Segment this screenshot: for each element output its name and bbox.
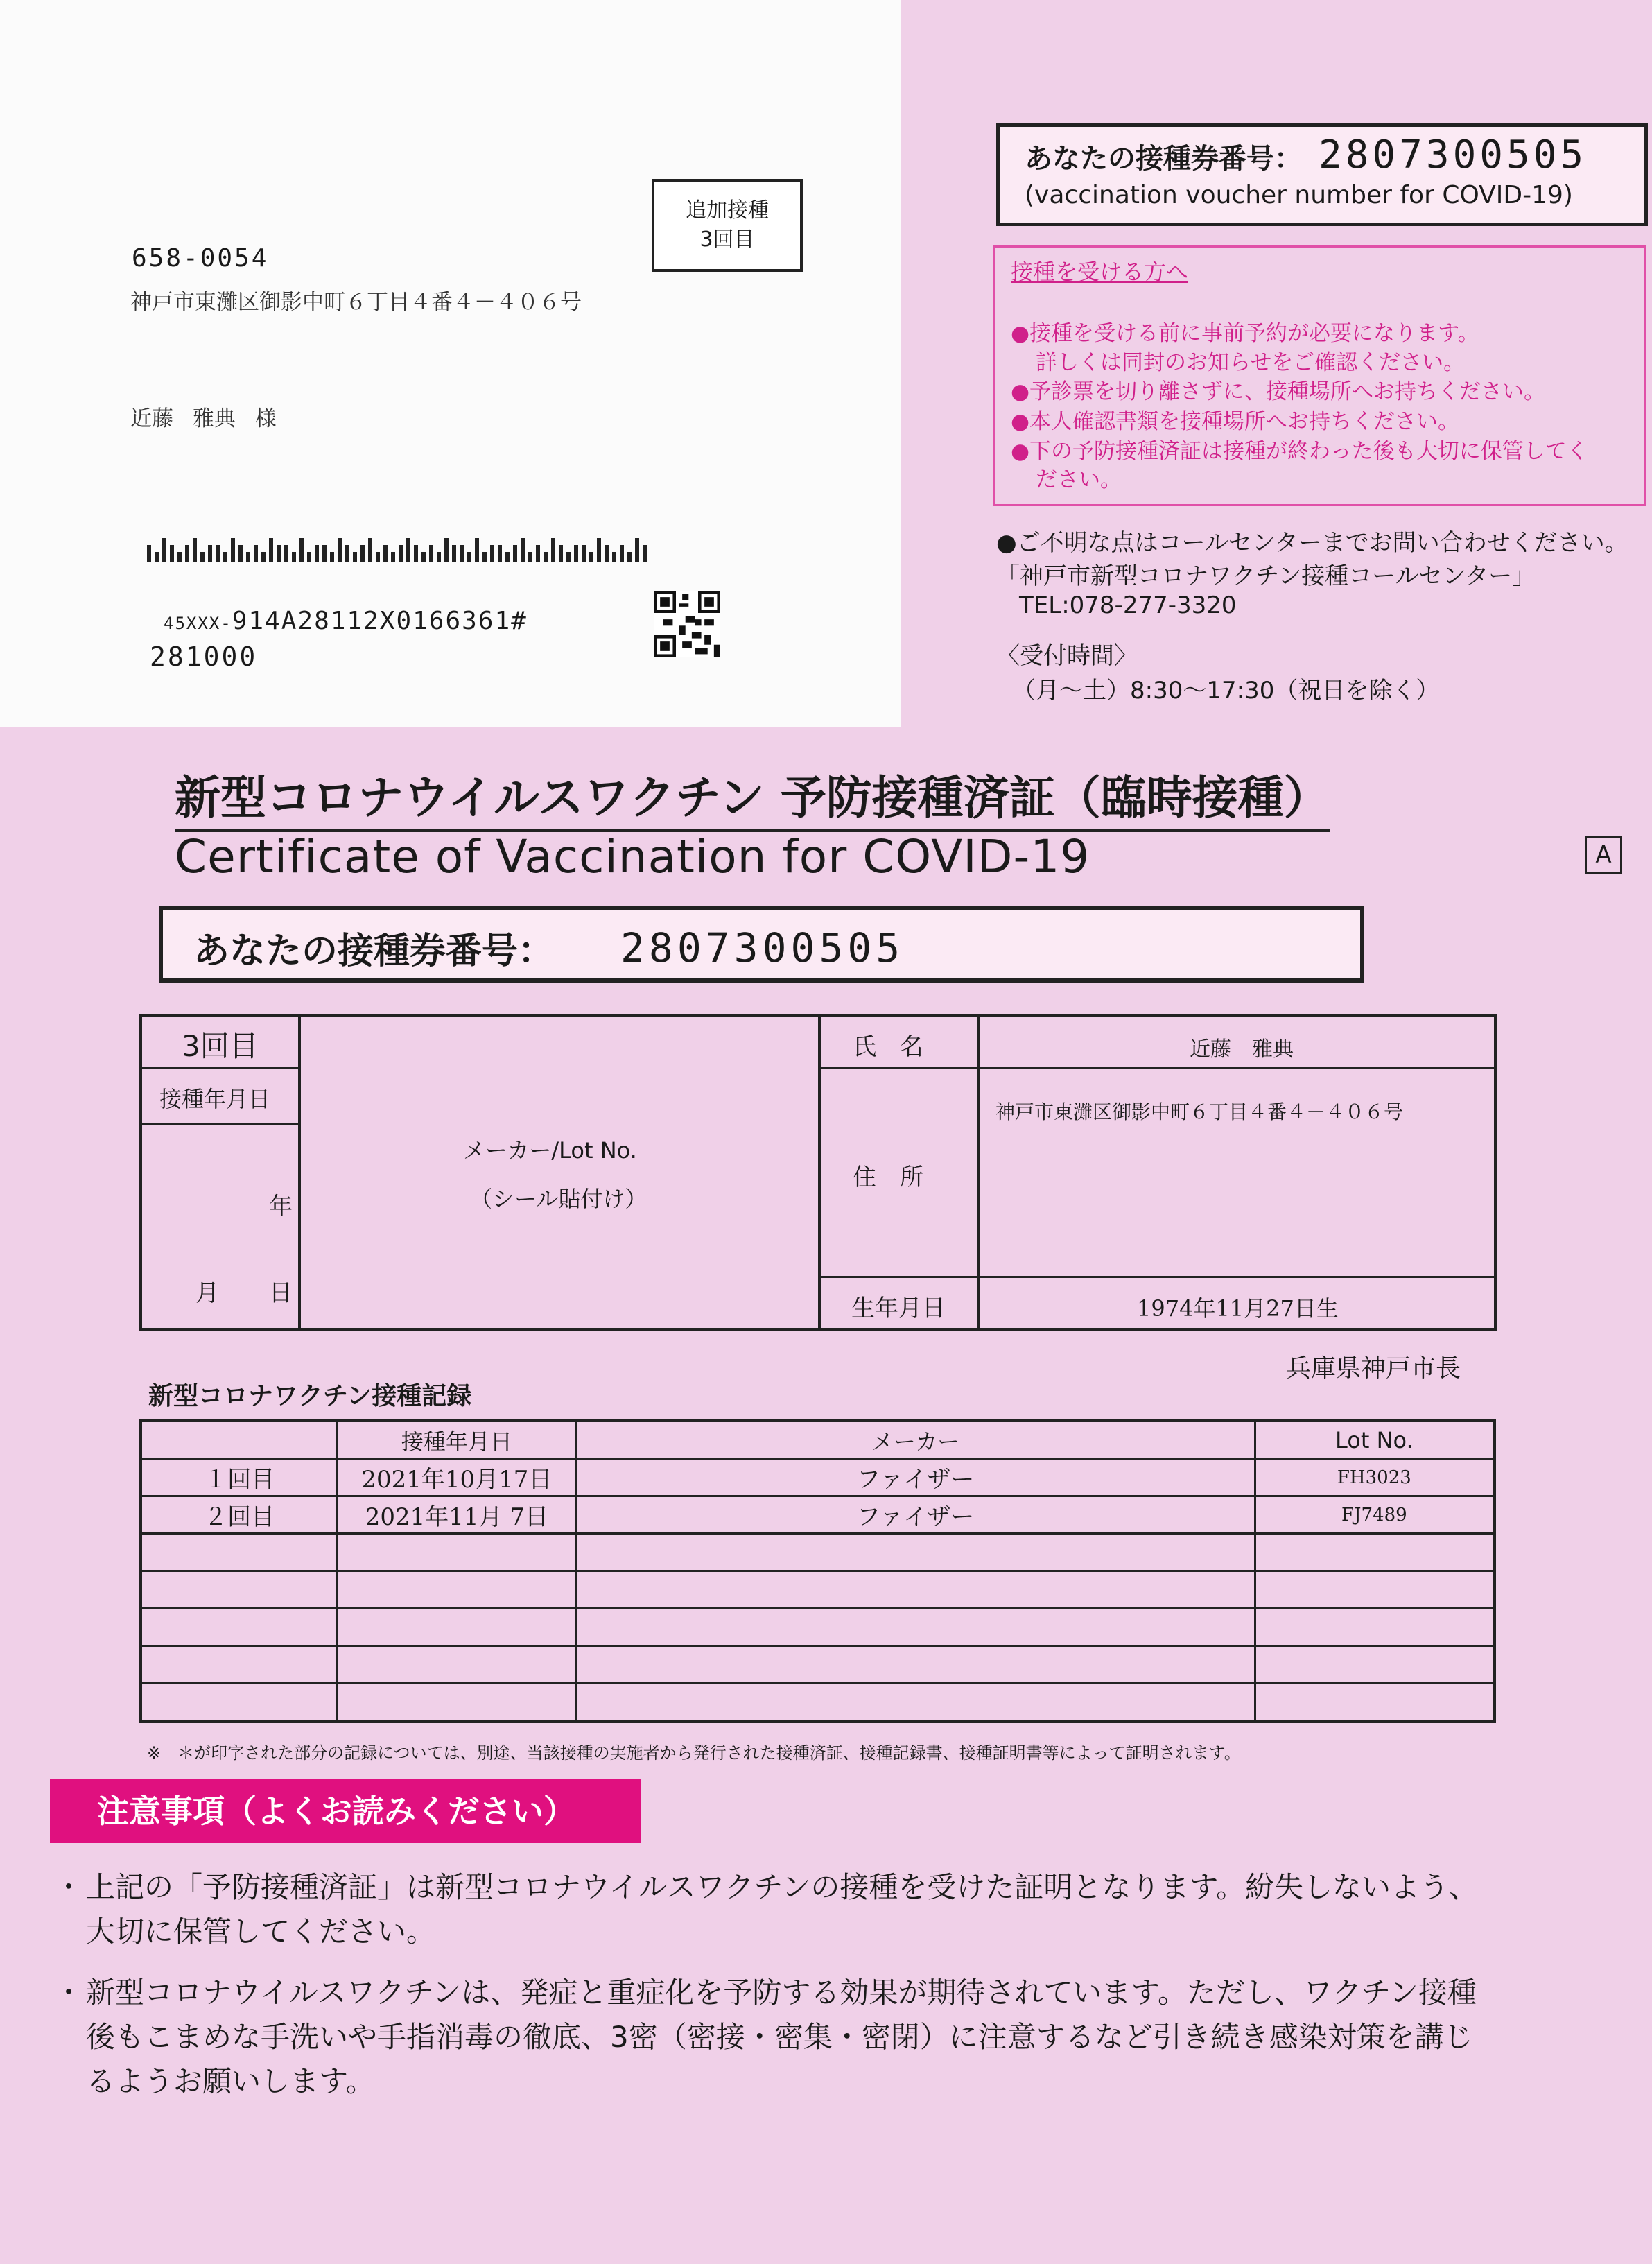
- barcode-bar: [521, 538, 525, 562]
- lot-cell: FJ7489: [1255, 1496, 1494, 1534]
- table-row: [141, 1609, 1495, 1646]
- history-title: 新型コロナワクチン接種記録: [148, 1382, 472, 1410]
- issuer: 兵庫県神戸市長: [1286, 1354, 1461, 1383]
- dose-cell: [141, 1646, 338, 1684]
- day-label: 日: [269, 1279, 293, 1307]
- lot-cell: [1255, 1646, 1494, 1684]
- customer-code: [164, 607, 528, 635]
- address-label: 住 所: [853, 1164, 923, 1191]
- sticker-label: （シール貼付け）: [470, 1186, 647, 1212]
- barcode-bar: [177, 552, 182, 562]
- barcode-bar: [475, 538, 479, 562]
- address-value: 神戸市東灘区御影中町６丁目４番４－４０６号: [995, 1100, 1404, 1123]
- maker-cell: ファイザー: [576, 1496, 1255, 1534]
- barcode-bar: [269, 538, 273, 562]
- barcode-bar: [231, 538, 235, 562]
- barcode-bar: [216, 545, 220, 562]
- history-header: Lot No.: [1255, 1421, 1494, 1459]
- birthdate-label: 生年月日: [851, 1295, 946, 1322]
- table-row: [141, 1496, 1495, 1534]
- dose-cell: [141, 1534, 338, 1571]
- mailing-address: 神戸市東灘区御影中町６丁目４番４－４０６号: [130, 290, 582, 315]
- barcode-bar: [299, 538, 304, 562]
- barcode-bar: [200, 552, 205, 562]
- barcode-bar: [307, 552, 311, 562]
- barcode-bar: [376, 552, 380, 562]
- sheet-mark: A: [1585, 836, 1622, 874]
- table-row: [141, 1534, 1495, 1571]
- barcode-bar: [391, 552, 395, 562]
- voucher-label: あなたの接種券番号：: [1025, 143, 1302, 175]
- caution-paragraph-1: [54, 1865, 1579, 1962]
- barcode-bar: [238, 545, 243, 562]
- postal-barcode: [147, 538, 722, 562]
- booster-label-box: [652, 179, 803, 272]
- lot-cell: FH3023: [1255, 1459, 1494, 1496]
- notice-item: ●接種を受ける前に事前予約が必要になります。: [1011, 321, 1479, 346]
- date-cell: 2021年11月 7日: [338, 1496, 576, 1534]
- voucher-english: (vaccination voucher number for COVID-19): [1025, 181, 1573, 209]
- footnote: ※ ＊が印字された部分の記録については、別途、当該接種の実施者から発行された接種済証、接種記録書、接種証明書等によって証明されます。: [147, 1743, 1241, 1763]
- month-label: 月: [195, 1279, 219, 1307]
- notice-item: ●予診票を切り離さずに、接種場所へお持ちください。: [1011, 379, 1546, 404]
- lot-cell: [1255, 1609, 1494, 1646]
- barcode-bar: [292, 552, 296, 562]
- barcode-bar: [612, 552, 616, 562]
- maker-cell: [576, 1534, 1255, 1571]
- notice-item: ●本人確認書類を接種場所へお持ちください。: [1011, 409, 1460, 434]
- barcode-bar: [505, 552, 510, 562]
- dose-cell: [141, 1609, 338, 1646]
- barcode-bar: [147, 545, 151, 562]
- date-cell: [338, 1609, 576, 1646]
- contact-line: ●ご不明な点はコールセンターまでお問い合わせください。: [996, 529, 1628, 557]
- booster-label-line2: 3回目: [699, 227, 755, 252]
- barcode-bar: [551, 538, 555, 562]
- barcode-bar: [544, 552, 548, 562]
- dose-cell: [141, 1571, 338, 1609]
- barcode-bar: [277, 545, 281, 562]
- caution-line: 大切に保管してください。: [86, 1915, 436, 1948]
- table-row: [141, 1646, 1495, 1684]
- date-cell: [338, 1646, 576, 1684]
- barcode-bar: [223, 552, 227, 562]
- barcode-bar: [528, 552, 532, 562]
- barcode-bar: [513, 545, 517, 562]
- notice-item: ださい。: [1036, 467, 1122, 492]
- barcode-bar: [460, 545, 464, 562]
- barcode-bar: [261, 552, 266, 562]
- voucher-number-box: [996, 123, 1648, 226]
- booster-label-line1: 追加接種: [686, 198, 769, 223]
- caution-line: るようお願いします。: [86, 2064, 375, 2098]
- barcode-bar: [338, 538, 342, 562]
- certificate-title-en: Certificate of Vaccination for COVID-19: [175, 830, 1090, 883]
- postal-code: 658-0054: [132, 244, 269, 273]
- barcode-bar: [414, 545, 418, 562]
- barcode-bar: [620, 545, 624, 562]
- barcode-bar: [345, 545, 349, 562]
- customer-code-prefix: 45XXX-: [164, 614, 232, 633]
- barcode-bar: [155, 552, 159, 562]
- barcode-bar: [437, 552, 441, 562]
- barcode-bar: [368, 538, 372, 562]
- date-cell: [338, 1684, 576, 1722]
- customer-code-line2: 281000: [150, 641, 258, 672]
- barcode-bar: [193, 538, 197, 562]
- barcode-bar: [322, 545, 327, 562]
- barcode-bar: [536, 545, 540, 562]
- barcode-bar: [574, 545, 578, 562]
- dose-cell: [141, 1684, 338, 1722]
- dose-cell: ２回目: [141, 1496, 338, 1534]
- certificate-title-jp: 新型コロナウイルスワクチン 予防接種済証（臨時接種）: [175, 761, 1330, 832]
- dose-label: 3回目: [182, 1029, 259, 1063]
- barcode-bar: [406, 538, 410, 562]
- barcode-bar: [360, 545, 365, 562]
- vaccination-record-grid: [139, 1014, 1497, 1331]
- history-header: 接種年月日: [338, 1421, 576, 1459]
- lot-cell: [1255, 1571, 1494, 1609]
- certificate-voucher-label: あなたの接種券番号：: [193, 931, 555, 972]
- barcode-bar: [566, 552, 571, 562]
- date-cell: 2021年10月17日: [338, 1459, 576, 1496]
- barcode-bar: [162, 538, 166, 562]
- maker-lot-label: メーカー/Lot No.: [463, 1137, 637, 1164]
- barcode-bar: [429, 545, 433, 562]
- bullet-icon: ・: [54, 1870, 84, 1904]
- maker-cell: [576, 1684, 1255, 1722]
- barcode-bar: [315, 545, 319, 562]
- caution-line: 上記の「予防接種済証」は新型コロナウイルスワクチンの接種を受けた証明となります。紛失しないよう、: [86, 1870, 1479, 1904]
- barcode-bar: [635, 538, 639, 562]
- barcode-bar: [399, 545, 403, 562]
- barcode-bar: [627, 552, 632, 562]
- qr-code-icon: [654, 591, 720, 657]
- certificate-voucher-bar: [159, 906, 1364, 983]
- date-cell: [338, 1534, 576, 1571]
- certificate-voucher-number: 2807300505: [620, 924, 905, 971]
- barcode-bar: [383, 545, 388, 562]
- maker-cell: [576, 1571, 1255, 1609]
- customer-code-main: 914A28112X0166361#: [232, 607, 528, 635]
- notice-item: ●下の予防接種済証は接種が終わった後も大切に保管してく: [1011, 439, 1588, 464]
- barcode-bar: [582, 545, 586, 562]
- barcode-bar: [284, 545, 288, 562]
- barcode-bar: [452, 545, 456, 562]
- lot-cell: [1255, 1534, 1494, 1571]
- barcode-bar: [246, 552, 250, 562]
- date-cell: [338, 1571, 576, 1609]
- history-table: [139, 1419, 1496, 1723]
- lot-cell: [1255, 1684, 1494, 1722]
- year-label: 年: [269, 1193, 293, 1220]
- barcode-bar: [444, 538, 449, 562]
- barcode-bar: [185, 545, 189, 562]
- barcode-bar: [467, 552, 471, 562]
- barcode-bar: [589, 552, 593, 562]
- table-row: [141, 1459, 1495, 1496]
- notice-item: 詳しくは同封のお知らせをご確認ください。: [1036, 350, 1466, 375]
- barcode-bar: [490, 545, 494, 562]
- barcode-bar: [605, 545, 609, 562]
- dose-cell: １回目: [141, 1459, 338, 1496]
- maker-cell: ファイザー: [576, 1459, 1255, 1496]
- caution-line: 後もこまめな手洗いや手指消毒の徹底、3密（密接・密集・密閉）に注意するなど引き続き感染対策を講じ: [86, 2020, 1473, 2054]
- caution-banner: 注意事項（よくお読みください）: [50, 1779, 641, 1843]
- table-row: [141, 1571, 1495, 1609]
- barcode-bar: [597, 538, 601, 562]
- notice-title: 接種を受ける方へ: [1011, 259, 1189, 285]
- caution-paragraph-2: [54, 1971, 1579, 2109]
- history-header-row: [141, 1421, 1495, 1459]
- barcode-bar: [643, 545, 647, 562]
- barcode-bar: [208, 545, 212, 562]
- barcode-bar: [353, 552, 357, 562]
- birthdate-value: 1974年11月27日生: [1137, 1295, 1339, 1322]
- recipient-name: 近藤 雅典 様: [130, 406, 277, 431]
- history-header: [141, 1421, 338, 1459]
- hours-value: （月～土）8:30～17:30（祝日を除く）: [1012, 677, 1440, 705]
- hours-label: 〈受付時間〉: [996, 642, 1138, 670]
- barcode-bar: [559, 545, 563, 562]
- caution-line: 新型コロナウイルスワクチンは、発症と重症化を予防する効果が期待されています。ただし、ワクチン接種: [86, 1976, 1477, 2010]
- bullet-icon: ・: [54, 1976, 84, 2010]
- barcode-bar: [498, 545, 502, 562]
- table-row: [141, 1684, 1495, 1722]
- barcode-bar: [254, 545, 258, 562]
- maker-cell: [576, 1646, 1255, 1684]
- vaccination-date-label: 接種年月日: [159, 1086, 271, 1112]
- voucher-number: 2807300505: [1319, 132, 1588, 178]
- call-center-name: 「神戸市新型コロナワクチン接種コールセンター」: [996, 562, 1536, 590]
- barcode-bar: [482, 552, 487, 562]
- name-label: 氏 名: [853, 1033, 923, 1061]
- barcode-bar: [421, 552, 426, 562]
- name-value: 近藤 雅典: [1190, 1037, 1294, 1062]
- call-center-tel: TEL:078-277-3320: [1019, 591, 1237, 619]
- barcode-bar: [170, 545, 174, 562]
- maker-cell: [576, 1609, 1255, 1646]
- history-header: メーカー: [576, 1421, 1255, 1459]
- barcode-bar: [330, 552, 334, 562]
